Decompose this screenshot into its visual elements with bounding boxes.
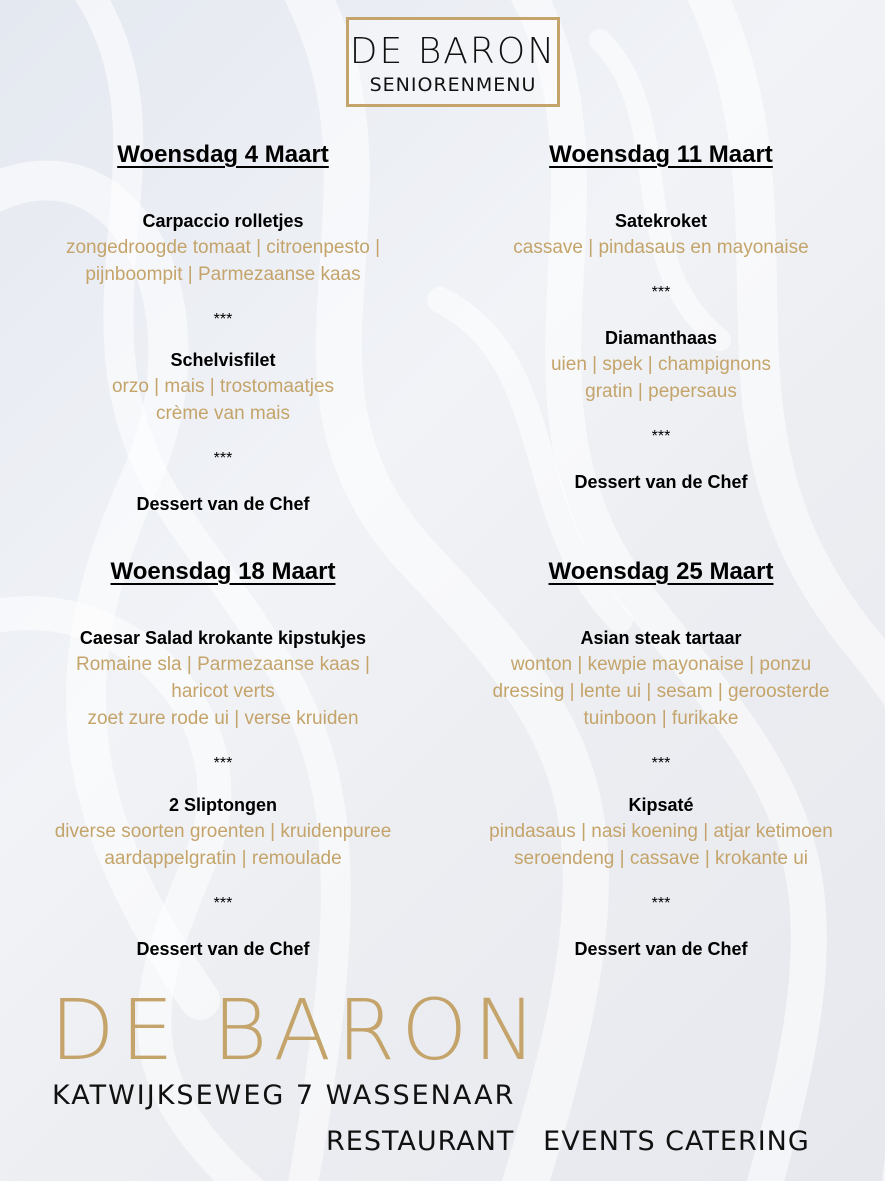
dish-description: pijnboompit | Parmezaanse kaas xyxy=(85,264,361,285)
dish-name: 2 Sliptongen xyxy=(169,795,277,815)
footer-tag-events-catering: EVENTS CATERING xyxy=(543,1126,810,1157)
logo-title: DE BARON xyxy=(349,31,557,72)
separator: *** xyxy=(651,428,671,445)
footer-brand-logo: DE BARON xyxy=(50,981,543,1079)
dish-description: pindasaus | nasi koening | atjar ketimoen xyxy=(489,821,833,842)
separator: *** xyxy=(213,895,233,912)
dessert: Dessert van de Chef xyxy=(574,472,748,492)
separator: *** xyxy=(651,755,671,772)
separator: *** xyxy=(213,450,233,467)
menu-week-2 xyxy=(438,140,884,495)
dish-description: zoet zure rode ui | verse kruiden xyxy=(87,708,359,729)
dish-description: gratin | pepersaus xyxy=(585,381,737,402)
dish-name: Asian steak tartaar xyxy=(580,628,742,648)
footer-tag-restaurant: RESTAURANT xyxy=(326,1126,515,1157)
dessert: Dessert van de Chef xyxy=(136,494,310,514)
logo-box xyxy=(346,17,560,107)
dish-description: haricot verts xyxy=(171,681,275,702)
dish-description: aardappelgratin | remoulade xyxy=(104,848,342,869)
dessert: Dessert van de Chef xyxy=(136,939,310,959)
dish-description: zongedroogde tomaat | citroenpesto | xyxy=(65,237,381,258)
week-title: Woensdag 25 Maart xyxy=(548,558,774,585)
footer-tags xyxy=(326,1124,810,1160)
dish-description: dressing | lente ui | sesam | geroosterde xyxy=(492,681,830,702)
week-title: Woensdag 18 Maart xyxy=(110,558,336,585)
dish-description: seroendeng | cassave | krokante ui xyxy=(514,848,808,869)
dish-name: Schelvisfilet xyxy=(170,350,276,370)
dish-name: Carpaccio rolletjes xyxy=(142,211,304,231)
dish-description: uien | spek | champignons xyxy=(550,354,772,375)
week-title: Woensdag 11 Maart xyxy=(549,141,773,168)
dish-name: Kipsaté xyxy=(628,795,694,815)
dish-description: orzo | mais | trostomaatjes xyxy=(111,376,335,397)
menu-week-4 xyxy=(438,557,884,962)
separator: *** xyxy=(213,311,233,328)
week-title: Woensdag 4 Maart xyxy=(117,141,329,168)
dish-description: wonton | kewpie mayonaise | ponzu xyxy=(510,654,812,675)
dish-name: Satekroket xyxy=(614,211,708,231)
dish-description: crème van mais xyxy=(155,403,291,424)
logo-subtitle: SENIORENMENU xyxy=(369,74,537,96)
separator: *** xyxy=(651,895,671,912)
menu-week-1 xyxy=(0,140,446,517)
dish-description: cassave | pindasaus en mayonaise xyxy=(513,237,809,258)
footer-address: KATWIJKSEWEG 7 WASSENAAR xyxy=(52,1080,516,1111)
separator: *** xyxy=(213,755,233,772)
separator: *** xyxy=(651,284,671,301)
dish-description: tuinboon | furikake xyxy=(583,708,739,729)
dessert: Dessert van de Chef xyxy=(574,939,748,959)
dish-description: Romaine sla | Parmezaanse kaas | xyxy=(76,654,370,675)
menu-week-3 xyxy=(0,557,446,962)
dish-name: Caesar Salad krokante kipstukjes xyxy=(79,628,367,648)
dish-name: Diamanthaas xyxy=(604,328,718,348)
dish-description: diverse soorten groenten | kruidenpuree xyxy=(54,821,392,842)
